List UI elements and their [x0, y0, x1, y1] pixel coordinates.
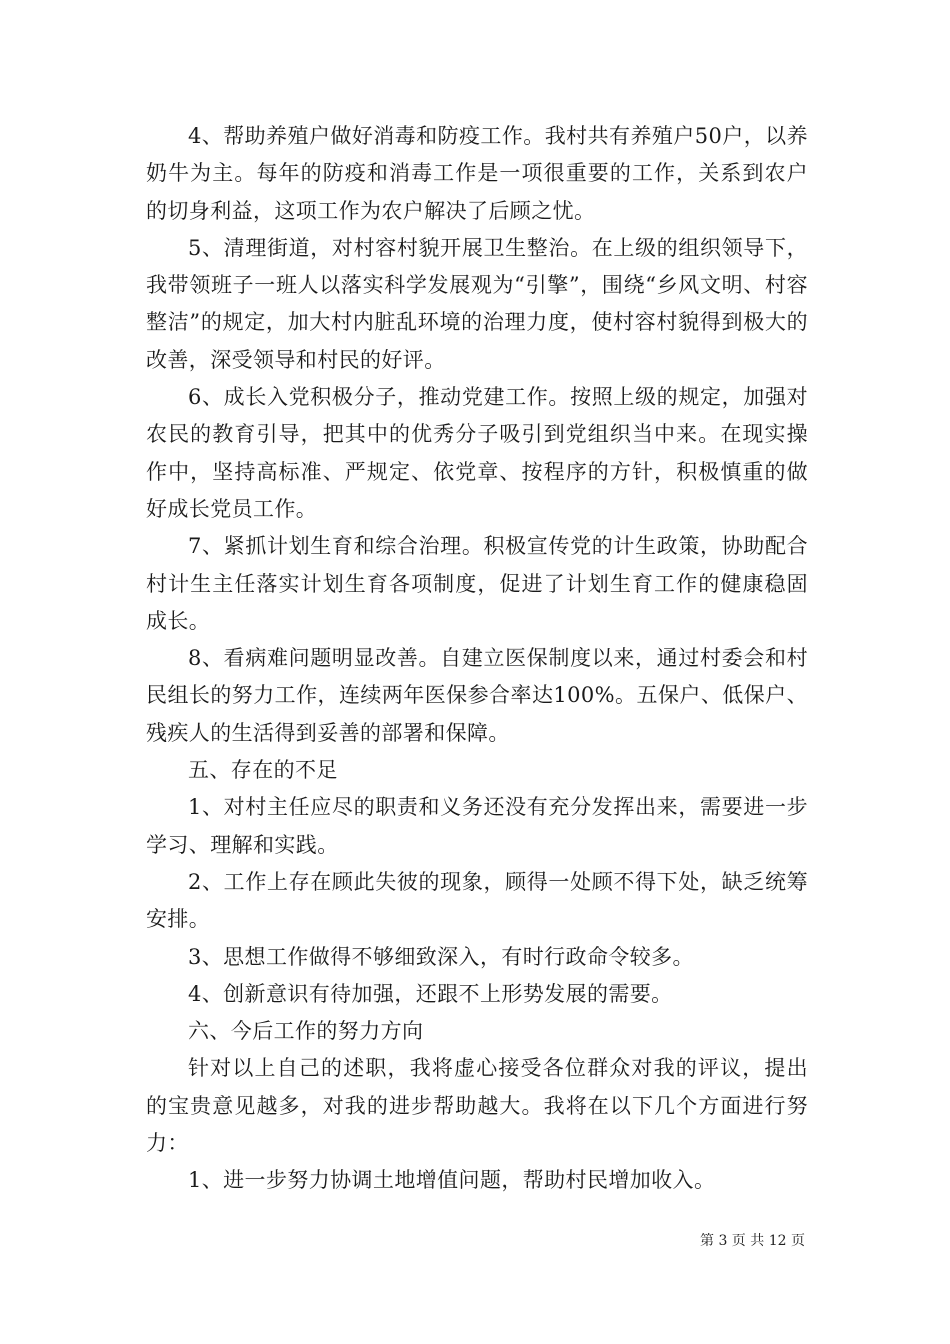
paragraph-shortcoming-1: 1、对村主任应尽的职责和义务还没有充分发挥出来，需要进一步学习、理解和实践。: [146, 795, 808, 857]
document-body: [146, 118, 808, 1200]
paragraph-item-7-family-planning: 7、紧抓计划生育和综合治理。积极宣传党的计生政策，协助配合村计生主任落实计划生育各项制度，促进了计划生育工作的健康稳固成长。: [146, 534, 808, 633]
paragraph-item-6-party-building: 6、成长入党积极分子，推动党建工作。按照上级的规定，加强对农民的教育引导，把其中的优秀分子吸引到党组织当中来。在现实操作中，坚持高标准、严规定、依党章、按程序的方针，积极慎重的做好成长党员工作。: [146, 385, 808, 521]
paragraph-item-8-medical-care: 8、看病难问题明显改善。自建立医保制度以来，通过村委会和村民组长的努力工作，连续两年医保参合率达100%。五保户、低保户、残疾人的生活得到妥善的部署和保障。: [146, 646, 808, 745]
section-heading-shortcomings: 五、存在的不足: [188, 758, 338, 783]
section-heading-future-direction: 六、今后工作的努力方向: [188, 1019, 424, 1044]
page-number-footer: 第 3 页 共 12 页: [700, 1233, 805, 1249]
paragraph-item-4-disinfection: 4、帮助养殖户做好消毒和防疫工作。我村共有养殖户50户，以养奶牛为主。每年的防疫和消毒工作是一项很重要的工作，关系到农户的切身利益，这项工作为农户解决了后顾之忧。: [146, 124, 808, 223]
paragraph-shortcoming-2: 2、工作上存在顾此失彼的现象，顾得一处顾不得下处，缺乏统筹安排。: [146, 869, 808, 932]
paragraph-shortcoming-4: 4、创新意识有待加强，还跟不上形势发展的需要。: [188, 981, 673, 1006]
paragraph-future-1: 1、进一步努力协调土地增值问题，帮助村民增加收入。: [188, 1168, 716, 1193]
paragraph-shortcoming-3: 3、思想工作做得不够细致深入，有时行政命令较多。: [188, 944, 694, 969]
paragraph-item-5-street-cleanup: 5、清理街道，对村容村貌开展卫生整治。在上级的组织领导下，我带领班子一班人以落实科学发展观为“引擎”，围绕“乡风文明、村容整洁”的规定，加大村内脏乱环境的治理力度，使村容村貌得到极大的改善，深受领导和村民的好评。: [146, 235, 808, 372]
paragraph-future-intro: 针对以上自己的述职，我将虚心接受各位群众对我的评议，提出的宝贵意见越多，对我的进步帮助越大。我将在以下几个方面进行努力：: [146, 1056, 808, 1156]
